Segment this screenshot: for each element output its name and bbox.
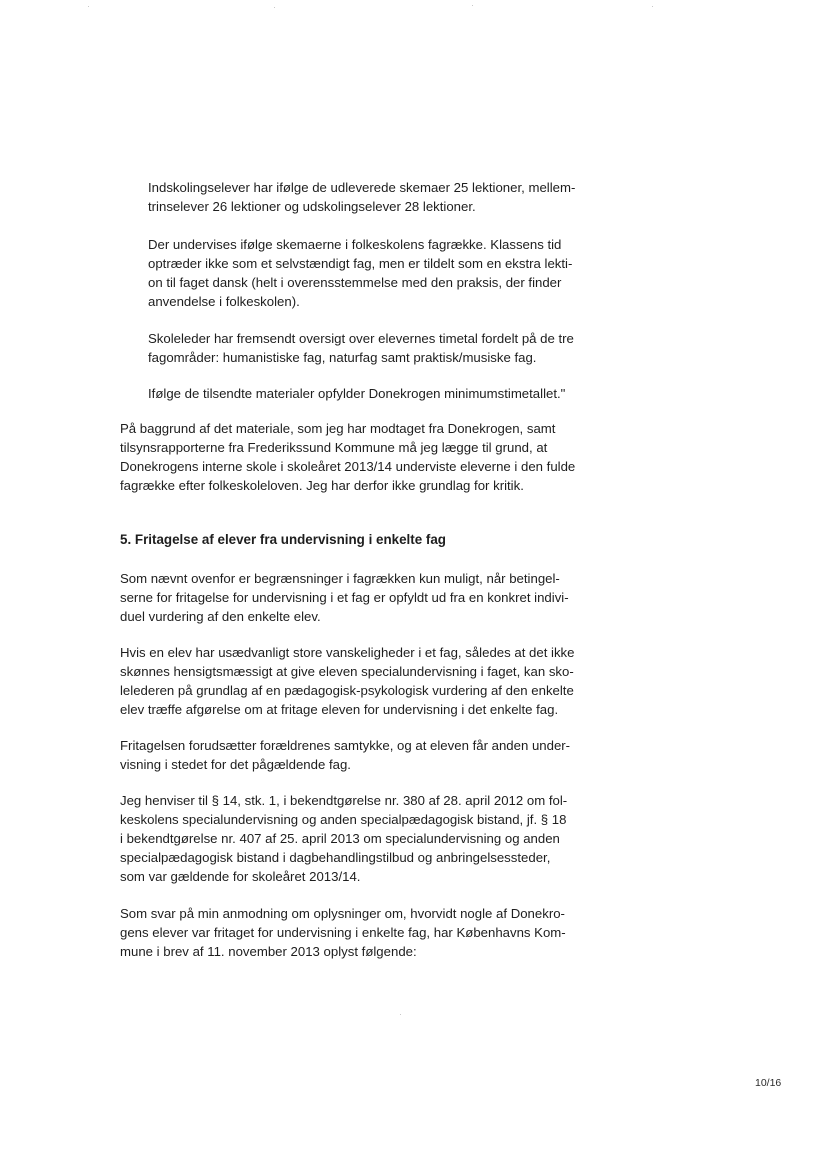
- text-line: På baggrund af det materiale, som jeg har modtaget fra Donekrogen, samt: [120, 421, 556, 436]
- text-line: som var gældende for skoleåret 2013/14.: [120, 869, 361, 884]
- text-line: tilsynsrapporterne fra Frederikssund Kommune må jeg lægge til grund, at: [120, 440, 548, 455]
- text-line: duel vurdering af den enkelte elev.: [120, 609, 321, 624]
- text-line: Ifølge de tilsendte materialer opfylder Donekrogen minimumstimetallet.": [148, 386, 566, 401]
- quote-paragraph-minimum: [148, 384, 565, 403]
- paragraph-references: [120, 791, 567, 886]
- text-line: optræder ikke som et selvstændigt fag, men er tildelt som en ekstra lekti-: [148, 256, 573, 271]
- text-line: keskolens specialundervisning og anden specialpædagogisk bistand, jf. § 18: [120, 812, 567, 827]
- text-line: skønnes hensigtsmæssigt at give eleven specialundervisning i faget, kan sko-: [120, 664, 574, 679]
- text-line: Som nævnt ovenfor er begrænsninger i fagrækken kun muligt, når betingel-: [120, 571, 560, 586]
- quote-paragraph-subjects: [148, 235, 572, 311]
- text-line: gens elever var fritaget for undervisning i enkelte fag, har Københavns Kom-: [120, 925, 566, 940]
- text-line: anvendelse i folkeskolen).: [148, 294, 300, 309]
- paragraph-inquiry: [120, 904, 566, 961]
- text-line: Hvis en elev har usædvanligt store vanskeligheder i et fag, således at det ikke: [120, 645, 575, 660]
- text-line: on til faget dansk (helt i overensstemmelse med den praksis, der finder: [148, 275, 562, 290]
- text-line: Jeg henviser til § 14, stk. 1, i bekendtgørelse nr. 380 af 28. april 2012 om fol-: [120, 793, 568, 808]
- text-line: specialpædagogisk bistand i dagbehandlingstilbud og anbringelsessteder,: [120, 850, 551, 865]
- text-line: Skoleleder har fremsendt oversigt over elevernes timetal fordelt på de tre: [148, 331, 574, 346]
- paragraph-difficulties: [120, 643, 575, 719]
- text-line: visning i stedet for det pågældende fag.: [120, 757, 351, 772]
- text-line: Der undervises ifølge skemaerne i folkeskolens fagrække. Klassens tid: [148, 237, 562, 252]
- scan-speck: [472, 5, 473, 6]
- text-line: lelederen på grundlag af en pædagogisk-psykologisk vurdering af den enkelte: [120, 683, 574, 698]
- paragraph-consent: [120, 736, 570, 774]
- text-line: serne for fritagelse for undervisning i et fag er opfyldt ud fra en konkret indivi-: [120, 590, 569, 605]
- scan-speck: [400, 1014, 401, 1015]
- paragraph-conclusion: [120, 419, 575, 495]
- text-line: Indskolingselever har ifølge de udleverede skemaer 25 lektioner, mellem-: [148, 180, 576, 195]
- section-heading: 5. Fritagelse af elever fra undervisning i enkelte fag: [120, 532, 446, 547]
- scan-speck: [652, 6, 653, 7]
- text-line: Donekrogens interne skole i skoleåret 2013/14 underviste eleverne i den fulde: [120, 459, 576, 474]
- text-line: mune i brev af 11. november 2013 oplyst følgende:: [120, 944, 417, 959]
- text-line: fagrække efter folkeskoleloven. Jeg har derfor ikke grundlag for kritik.: [120, 478, 524, 493]
- scan-speck: [88, 6, 89, 7]
- text-line: fagområder: humanistiske fag, naturfag samt praktisk/musiske fag.: [148, 350, 537, 365]
- quote-paragraph-timetal: [148, 329, 574, 367]
- text-line: trinselever 26 lektioner og udskolingselever 28 lektioner.: [148, 199, 476, 214]
- text-line: elev træffe afgørelse om at fritage eleven for undervisning i det enkelte fag.: [120, 702, 559, 717]
- paragraph-restrictions: [120, 569, 569, 626]
- scan-speck: [274, 7, 275, 8]
- quote-paragraph-lessons: [148, 178, 575, 216]
- text-line: i bekendtgørelse nr. 407 af 25. april 2013 om specialundervisning og anden: [120, 831, 560, 846]
- text-line: Fritagelsen forudsætter forældrenes samtykke, og at eleven får anden under-: [120, 738, 571, 753]
- text-line: Som svar på min anmodning om oplysninger om, hvorvidt nogle af Donekro-: [120, 906, 565, 921]
- page-number: 10/16: [755, 1077, 782, 1089]
